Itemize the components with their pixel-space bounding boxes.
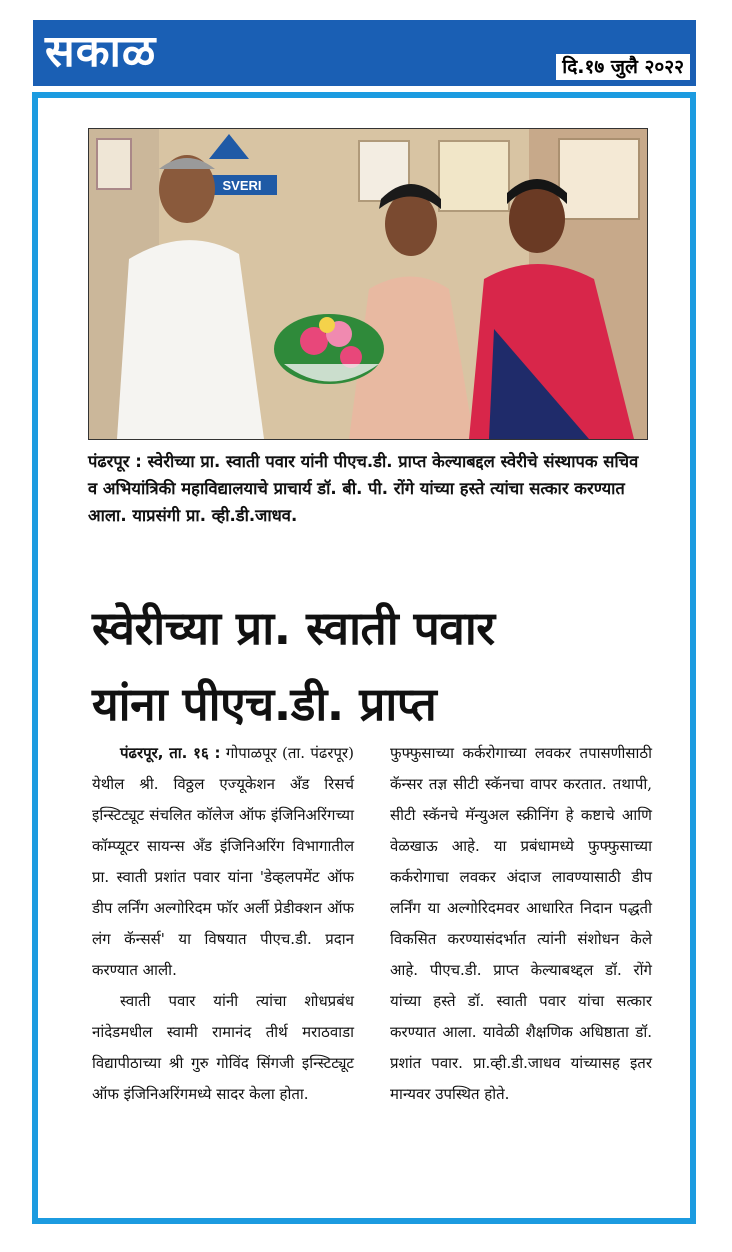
- news-photo: [88, 128, 648, 440]
- newspaper-logo: सकाळ: [45, 26, 157, 77]
- issue-date: दि.१७ जुलै २०२२: [556, 54, 690, 80]
- article-paragraph-1: [92, 738, 354, 986]
- dateline: पंढरपूर, ता. १६ :: [120, 744, 221, 762]
- article-frame: [32, 92, 696, 1224]
- article-column-left: [92, 738, 354, 1110]
- article-paragraph-3: फुफ्फुसाच्या कर्करोगाच्या लवकर तपासणीसाठी कॅन्सर तज्ञ सीटी स्कॅनचा वापर करतात. तथापी, सीटी स्कॅनचे मॅन्युअल स्क्रीनिंग हे कष्टाचे आणि वेळखाऊ आहे. या प्रबंधामध्ये फुफ्फुसाच्या कर्करोगाचा लवकर अंदाज लावण्यासाठी डीप लर्निंग या अल्गोरिदमवर आधारित निदान पद्धती विकसित करण्यासंदर्भात त्यांनी संशोधन केले आहे. पीएच.डी. प्राप्त केल्याबथ्द्दल डॉ. रोंगे यांच्या हस्ते डॉ. स्वाती पवार यांचा सत्कार करण्यात आला. यावेळी शैक्षणिक अधिष्ठाता डॉ. प्रशांत पवार. प्रा.व्ही.डी.जाधव यांच्यासह इतर मान्यवर उपस्थित होते.: [390, 744, 652, 1103]
- paragraph-1-text: गोपाळपूर (ता. पंढरपूर) येथील श्री. विठ्ठल एज्यूकेशन अँड रिसर्च इन्स्टिट्यूट संचलित कॉलेज ऑफ इंजिनिअरिंगच्या कॉम्प्यूटर सायन्स अँड इंजिनिअरिंग विभागातील प्रा. स्वाती प्रशांत पवार यांना 'डेव्हलपमेंट ऑफ डीप लर्निंग अल्गोरिदम फॉर अर्ली प्रेडीक्शन ऑफ लंग कॅन्सर्स' या विषयात पीएच.डी. प्रदान करण्यात आली.: [92, 744, 354, 979]
- headline: [92, 590, 652, 742]
- article-column-right: [390, 738, 652, 1110]
- headline-line-2: यांना पीएच.डी. प्राप्त: [92, 677, 437, 731]
- headline-line-1: स्वेरीच्या प्रा. स्वाती पवार: [92, 601, 495, 655]
- photo-caption: पंढरपूर : स्वेरीच्या प्रा. स्वाती पवार यांनी पीएच.डी. प्राप्त केल्याबद्दल स्वेरीचे संस्थापक सचिव व अभियांत्रिकी महाविद्यालयाचे प्राचार्य डॉ. बी. पी. रोंगे यांच्या हस्ते त्यांचा सत्कार करण्यात आला. याप्रसंगी प्रा. व्ही.डी.जाधव.: [88, 452, 639, 525]
- photo-illustration: [89, 129, 647, 439]
- masthead: [33, 20, 696, 86]
- article-paragraph-2: स्वाती पवार यांनी त्यांचा शोधप्रबंध नांदेडमधील स्वामी रामानंद तीर्थ मराठवाडा विद्यापीठाच्या श्री गुरु गोविंद सिंगजी इन्स्टिट्यूट ऑफ इंजिनिअरिंगमध्ये सादर केला होता.: [92, 992, 354, 1103]
- sveri-logo-text: SVERI: [222, 178, 262, 193]
